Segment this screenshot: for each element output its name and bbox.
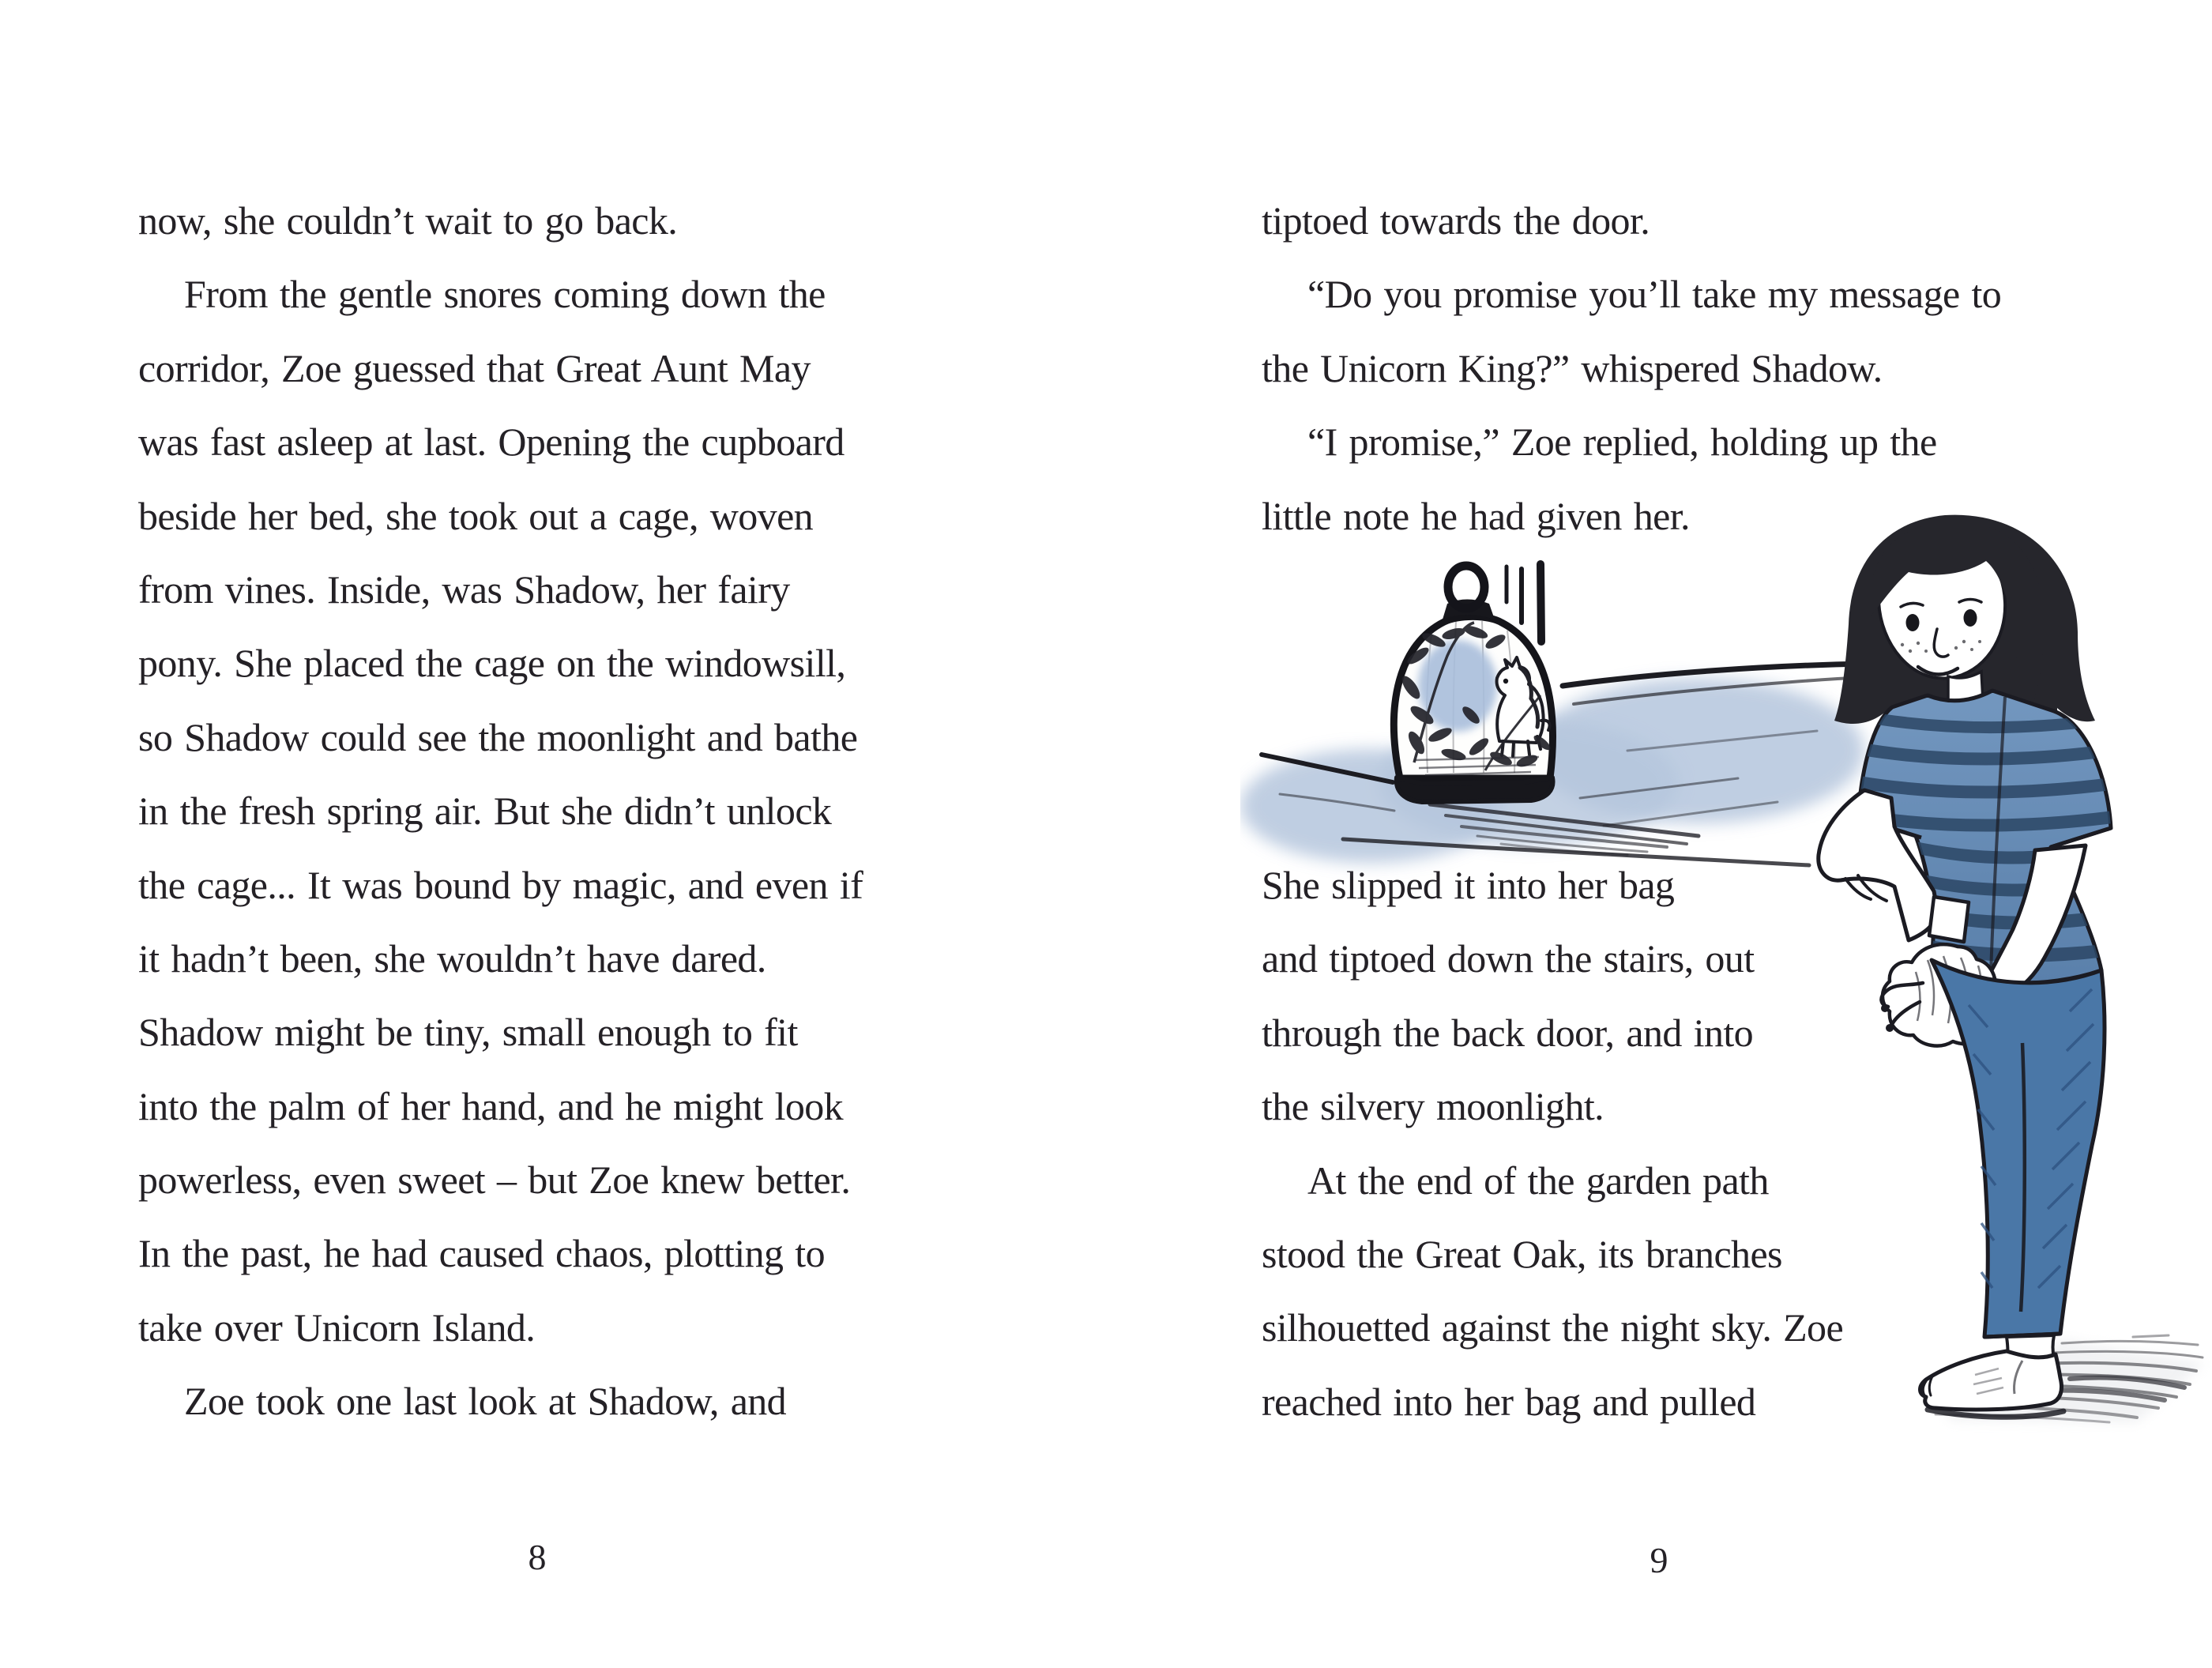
- text-line: At the end of the garden path: [1307, 1158, 1769, 1203]
- text-line: now, she couldn’t wait to go back.: [138, 198, 678, 243]
- text-line: tiptoed towards the door.: [1262, 198, 1650, 243]
- text-line: reached into her bag and pulled: [1262, 1379, 1756, 1424]
- text-line: From the gentle snores coming down the: [184, 272, 826, 317]
- right-eye: [1964, 609, 1977, 627]
- text-line: take over Unicorn Island.: [138, 1305, 536, 1350]
- text-line: it hadn’t been, she wouldn’t have dared.: [138, 936, 766, 981]
- text-line: into the palm of her hand, and he might look: [138, 1083, 844, 1128]
- text-line: Shadow might be tiny, small enough to fit: [138, 1010, 798, 1055]
- text-line: little note he had given her.: [1262, 493, 1690, 538]
- girl-illustration: [1770, 498, 2212, 1438]
- text-line: and tiptoed down the stairs, out: [1262, 936, 1755, 981]
- text-line: silhouetted against the night sky. Zoe: [1262, 1305, 1844, 1350]
- note-icon: [1929, 897, 1969, 942]
- text-line: In the past, he had caused chaos, plotting to: [138, 1231, 825, 1276]
- text-line: “Do you promise you’ll take my message to: [1307, 272, 2002, 317]
- text-line: stood the Great Oak, its branches: [1262, 1231, 1782, 1276]
- text-line: beside her bed, she took out a cage, woven: [138, 493, 814, 538]
- text-line: powerless, even sweet – but Zoe knew better.: [138, 1158, 851, 1203]
- text-line: pony. She placed the cage on the windowsill,: [138, 641, 846, 686]
- left-eye: [1906, 614, 1920, 631]
- text-line: “I promise,” Zoe replied, holding up the: [1307, 420, 1937, 465]
- text-line: was fast asleep at last. Opening the cupboard: [138, 420, 845, 465]
- left-page-text: [138, 184, 863, 1439]
- page-number-right: 9: [1650, 1540, 1668, 1580]
- text-line: in the fresh spring air. But she didn’t unlock: [138, 789, 832, 834]
- text-line: so Shadow could see the moonlight and bathe: [138, 714, 858, 759]
- text-line: from vines. Inside, was Shadow, her fairy: [138, 567, 790, 612]
- text-line: the Unicorn King?” whispered Shadow.: [1262, 345, 1883, 390]
- cage-base: [1397, 778, 1553, 802]
- text-line: the cage... It was bound by magic, and even if: [138, 862, 863, 907]
- vine-cage-icon: [1394, 566, 1552, 802]
- bare-foot: [1920, 1335, 2062, 1410]
- text-line: corridor, Zoe guessed that Great Aunt May: [138, 345, 811, 390]
- page-number-left: 8: [528, 1537, 547, 1577]
- text-line: She slipped it into her bag: [1262, 863, 1675, 907]
- text-line: the silvery moonlight.: [1262, 1084, 1604, 1129]
- jeans: [1932, 960, 2105, 1337]
- text-line: through the back door, and into: [1262, 1010, 1754, 1055]
- text-line: Zoe took one last look at Shadow, and: [184, 1379, 787, 1424]
